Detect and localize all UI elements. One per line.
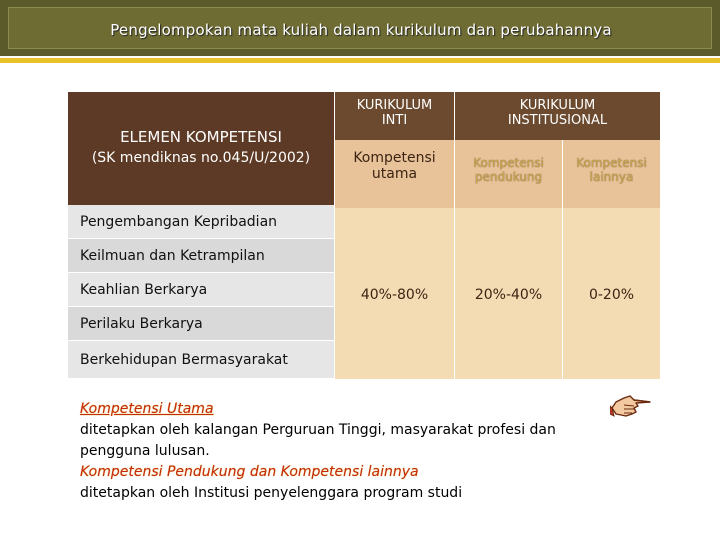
subheader-kompetensi-lainnya-line1: Kompetensi	[576, 156, 647, 170]
value-cell-utama	[334, 208, 454, 379]
note-key-pendukung: Kompetensi Pendukung dan Kompetensi lainnya	[80, 464, 419, 480]
element-competency-header	[68, 92, 334, 208]
note-text-utama: ditetapkan oleh kalangan Perguruan Tinggi, masyarakat profesi dan pengguna lulusan.	[80, 422, 556, 459]
slide-title: Pengelompokan mata kuliah dalam kurikulum dan perubahannya	[110, 21, 612, 39]
table-row: Berkehidupan Bermasyarakat	[68, 341, 334, 379]
table-row: Pengembangan Kepribadian	[68, 205, 334, 239]
subheader-kompetensi-utama	[334, 140, 454, 208]
subheader-kompetensi-lainnya	[562, 140, 660, 208]
header-kurikulum-institusional-line1: KURIKULUM	[519, 98, 596, 113]
value-cell-lainnya	[562, 208, 660, 379]
value-lainnya: 0-20%	[588, 287, 635, 303]
value-cell-pendukung	[454, 208, 562, 379]
value-pendukung: 20%-40%	[474, 287, 543, 303]
table-row: Perilaku Berkarya	[68, 307, 334, 341]
header-kurikulum-inti-line1: KURIKULUM	[356, 98, 433, 113]
element-competency-title: ELEMEN KOMPETENSI	[120, 128, 282, 146]
value-utama: 40%-80%	[360, 287, 429, 303]
subheader-kompetensi-pendukung-line2: pendukung	[474, 170, 543, 184]
subheader-kompetensi-pendukung-line1: Kompetensi	[473, 156, 544, 170]
subheader-kompetensi-utama-line1: Kompetensi	[353, 150, 436, 166]
table-row: Keilmuan dan Ketrampilan	[68, 239, 334, 273]
header-kurikulum-inti	[334, 92, 454, 140]
notes-block	[80, 399, 620, 504]
element-competency-reference: (SK mendiknas no.045/U/2002)	[91, 150, 311, 166]
note-text-pendukung: ditetapkan oleh Institusi penyelenggara program studi	[80, 485, 463, 501]
title-bar	[0, 0, 720, 56]
subheader-kompetensi-pendukung	[454, 140, 562, 208]
title-underline	[0, 58, 720, 63]
subheader-kompetensi-utama-line2: utama	[371, 166, 418, 182]
table-row: Keahlian Berkarya	[68, 273, 334, 307]
header-kurikulum-institusional-line2: INSTITUSIONAL	[507, 113, 608, 128]
title-panel	[8, 7, 712, 49]
subheader-kompetensi-lainnya-line2: lainnya	[589, 170, 634, 184]
note-key-utama: Kompetensi Utama	[80, 401, 214, 417]
header-kurikulum-institusional	[454, 92, 660, 140]
header-kurikulum-inti-line2: INTI	[381, 113, 408, 128]
pointing-hand-icon	[610, 392, 652, 420]
